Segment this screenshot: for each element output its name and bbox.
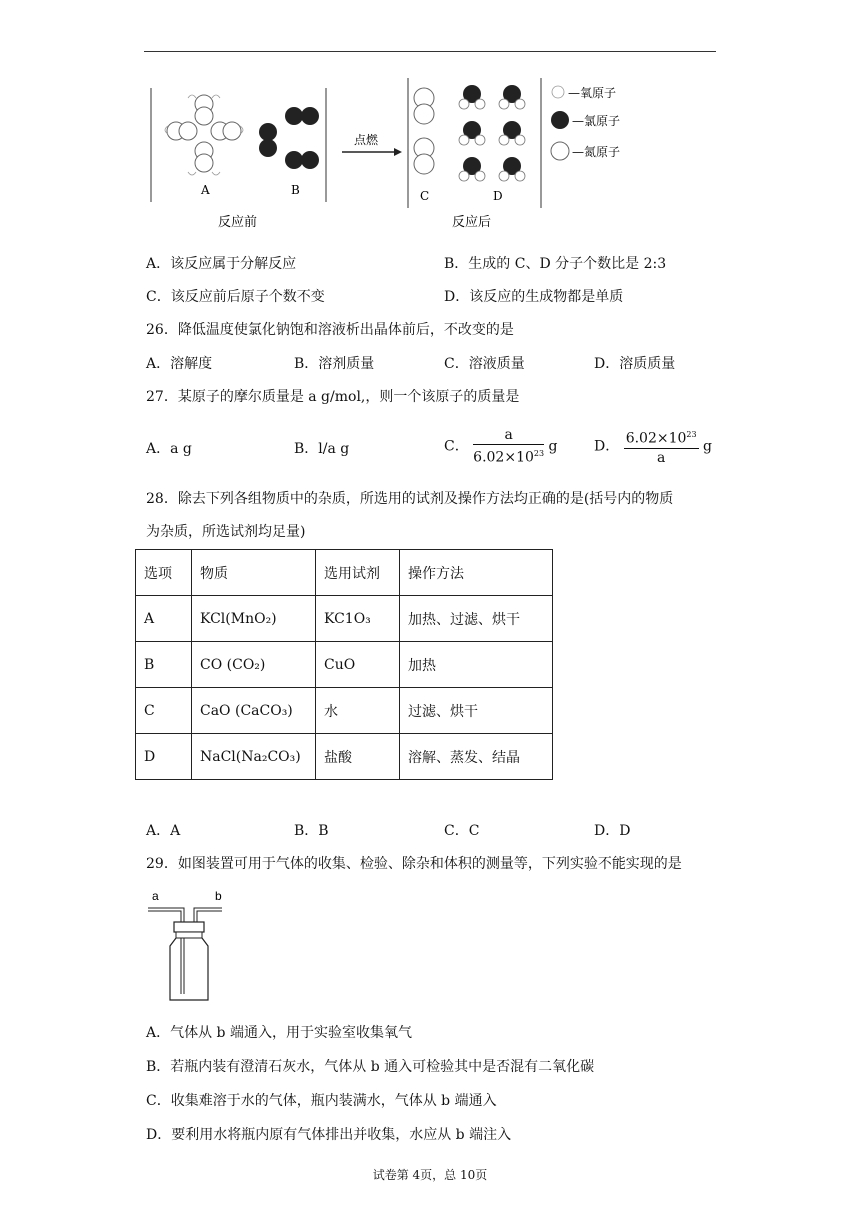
chlorine-atom-icon xyxy=(551,111,569,129)
molecule-c-group xyxy=(414,88,434,174)
molecule-b-group xyxy=(259,107,319,169)
arrow-label: 点燃 xyxy=(354,133,379,147)
q27-d-unit: g xyxy=(703,438,713,455)
q25-option-a: A．该反应属于分解反应 xyxy=(146,256,297,272)
q27-d-num-base: 6.02×10 xyxy=(625,430,687,447)
cell-method: 加热、过滤、烘干 xyxy=(400,596,553,642)
page-footer: 试卷第 4页，总 10页 xyxy=(372,1168,488,1182)
q26-option-d: D．溶质质量 xyxy=(594,356,676,372)
oxygen-atom-icon xyxy=(552,86,564,98)
q27-c-prefix: C． xyxy=(444,438,469,455)
table-row xyxy=(136,642,553,688)
nitrogen-atom-icon xyxy=(551,142,569,160)
q29-option-d: D．要利用水将瓶内原有气体排出并收集，水应从 b 端注入 xyxy=(146,1127,512,1143)
q27-option-d xyxy=(594,426,712,467)
q27-c-denominator xyxy=(473,445,544,467)
cell-substance: KCl(MnO₂) xyxy=(192,596,316,642)
header-rule xyxy=(144,51,716,52)
table-header-row xyxy=(136,550,553,596)
port-b-label: b xyxy=(215,889,222,903)
q27-c-fraction xyxy=(473,426,544,467)
bottle-icon xyxy=(170,938,208,1000)
cell-option: C xyxy=(136,688,192,734)
cell-reagent: 盐酸 xyxy=(316,734,400,780)
q26-option-c: C．溶液质量 xyxy=(444,356,525,372)
cell-substance: CaO (CaCO₃) xyxy=(192,688,316,734)
header-reagent: 选用试剂 xyxy=(316,550,400,596)
q28-option-c: C．C xyxy=(444,823,480,839)
q29-stem: 29．如图装置可用于气体的收集、检验、除杂和体积的测量等，下列实验不能实现的是 xyxy=(146,856,682,872)
q29-option-c: C．收集难溶于水的气体，瓶内装满水，气体从 b 端通入 xyxy=(146,1093,497,1109)
cell-reagent: CuO xyxy=(316,642,400,688)
q27-stem: 27．某原子的摩尔质量是 a g/mol,，则一个该原子的质量是 xyxy=(146,389,520,405)
stopper-icon xyxy=(174,922,204,932)
cell-method: 过滤、烘干 xyxy=(400,688,553,734)
legend-nitrogen: —氮原子 xyxy=(572,145,621,159)
cell-option: A xyxy=(136,596,192,642)
q28-stem-line2: 为杂质，所选试剂均足量) xyxy=(146,524,306,540)
label-b: B xyxy=(291,183,300,197)
molecule-d-group xyxy=(459,85,525,181)
q27-option-b: B．l/a g xyxy=(294,441,350,457)
cell-reagent: 水 xyxy=(316,688,400,734)
molecule-a-group xyxy=(167,95,241,172)
q25-option-d: D．该反应的生成物都是单质 xyxy=(444,289,624,305)
cell-option: B xyxy=(136,642,192,688)
cell-option: D xyxy=(136,734,192,780)
q28-option-b: B．B xyxy=(294,823,329,839)
q27-c-den-base: 6.02×10 xyxy=(473,449,534,466)
cell-method: 加热 xyxy=(400,642,553,688)
table-row xyxy=(136,596,553,642)
q29-option-a: A．气体从 b 端通入，用于实验室收集氧气 xyxy=(146,1025,412,1041)
q27-c-numerator: a xyxy=(473,426,544,445)
q28-option-d: D．D xyxy=(594,823,631,839)
q27-d-fraction xyxy=(624,426,699,467)
q27-d-numerator xyxy=(624,426,699,449)
q27-c-den-exp: 23 xyxy=(533,449,545,458)
cell-reagent: KC1O₃ xyxy=(316,596,400,642)
label-d: D xyxy=(493,189,503,203)
q26-stem: 26．降低温度使氯化钠饱和溶液析出晶体前后，不改变的是 xyxy=(146,322,514,338)
q25-option-c: C．该反应前后原子个数不变 xyxy=(146,289,325,305)
q27-d-prefix: D． xyxy=(594,438,620,455)
label-a: A xyxy=(201,183,210,197)
legend-oxygen: —氧原子 xyxy=(568,86,617,100)
header-option: 选项 xyxy=(136,550,192,596)
q27-c-unit: g xyxy=(548,438,558,455)
table-row xyxy=(136,688,553,734)
q27-option-a: A．a g xyxy=(146,441,192,457)
q28-option-a: A．A xyxy=(146,823,181,839)
q27-d-denominator: a xyxy=(656,449,666,466)
q25-option-b: B．生成的 C、D 分子个数比是 2:3 xyxy=(444,256,667,272)
table-row xyxy=(136,734,553,780)
after-caption: 反应后 xyxy=(452,215,492,230)
legend-chlorine: —氯原子 xyxy=(572,114,621,128)
q26-option-a: A．溶解度 xyxy=(146,356,213,372)
q27-option-c xyxy=(444,426,558,467)
cell-method: 溶解、蒸发、结晶 xyxy=(400,734,553,780)
header-method: 操作方法 xyxy=(400,550,553,596)
before-caption: 反应前 xyxy=(218,215,258,230)
q28-stem-line1: 28．除去下列各组物质中的杂质，所选用的试剂及操作方法均正确的是(括号内的物质 xyxy=(146,491,674,507)
port-a-label: a xyxy=(152,889,159,903)
q26-option-b: B．溶剂质量 xyxy=(294,356,375,372)
header-substance: 物质 xyxy=(192,550,316,596)
label-c: C xyxy=(420,189,430,203)
gas-bottle-diagram xyxy=(146,886,236,1006)
cell-substance: CO (CO₂) xyxy=(192,642,316,688)
cell-substance: NaCl(Na₂CO₃) xyxy=(192,734,316,780)
q29-option-b: B．若瓶内装有澄清石灰水，气体从 b 通入可检验其中是否混有二氧化碳 xyxy=(146,1059,595,1075)
q27-d-num-exp: 23 xyxy=(686,430,697,439)
reaction-diagram xyxy=(146,76,646,236)
q28-table xyxy=(135,549,553,780)
